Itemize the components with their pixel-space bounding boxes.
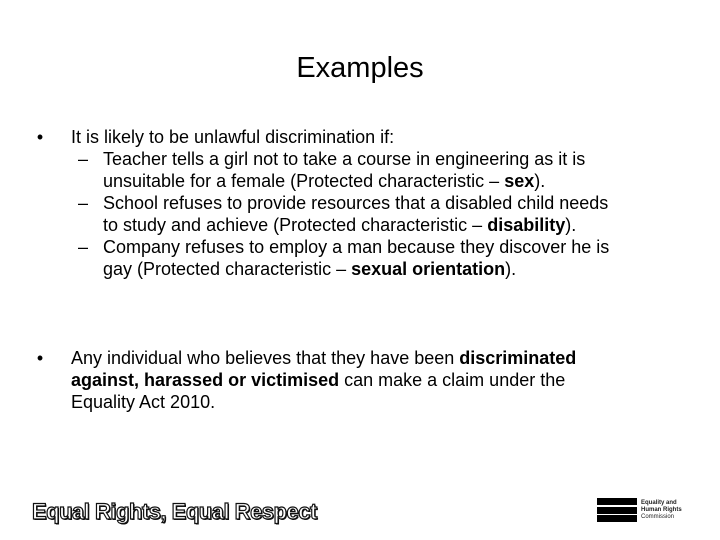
- equal-rights-logo: Equal Rights, Equal Respect: [32, 499, 317, 524]
- sub-bullet-end: ).: [565, 215, 577, 235]
- bullet-2: [30, 347, 680, 413]
- sub-bullet-end: ).: [534, 171, 546, 191]
- bullet-2-text: Any individual who believes that they have been: [71, 348, 460, 368]
- sub-bullet-line: to study and achieve (Protected characteristic –: [103, 215, 488, 235]
- protected-characteristic: sexual orientation: [351, 259, 506, 279]
- sub-bullet-sexual-orientation: [30, 236, 680, 280]
- bullet-2-bold: against, harassed or victimised: [71, 370, 340, 390]
- bullet-dot-icon: •: [36, 348, 44, 368]
- protected-characteristic: sex: [504, 171, 535, 191]
- ehrc-logo-line: Commission: [641, 513, 675, 520]
- bullet-2-text: can make a claim under the: [339, 370, 566, 390]
- sub-bullet-line: Company refuses to employ a man because they discover he is: [103, 237, 610, 257]
- bullet-2-text: Equality Act 2010.: [71, 392, 216, 412]
- sub-bullet-line: Teacher tells a girl not to take a course in engineering as it is: [103, 149, 586, 169]
- sub-bullet-sex: [30, 148, 680, 192]
- bullet-1-intro: It is likely to be unlawful discrimination if:: [71, 127, 395, 147]
- dash-icon: –: [77, 149, 88, 169]
- ehrc-logo-line: Equality and: [641, 499, 677, 506]
- ehrc-logo-text: [641, 500, 682, 521]
- protected-characteristic: disability: [487, 215, 566, 235]
- slide-title: Examples: [296, 52, 424, 84]
- sub-bullet-disability: [30, 192, 680, 236]
- sub-bullet-line: School refuses to provide resources that a disabled child needs: [103, 193, 609, 213]
- bullet-dot-icon: •: [36, 127, 44, 147]
- ehrc-logo: [597, 497, 697, 523]
- bullet-1: [30, 126, 680, 280]
- dash-icon: –: [77, 237, 88, 257]
- sub-bullet-line: unsuitable for a female (Protected characteristic –: [103, 171, 505, 191]
- ehrc-bars-icon: [597, 498, 637, 522]
- dash-icon: –: [77, 193, 88, 213]
- sub-bullet-end: ).: [505, 259, 517, 279]
- ehrc-logo-line: Human Rights: [641, 506, 682, 513]
- sub-bullet-line: gay (Protected characteristic –: [103, 259, 352, 279]
- bullet-2-bold: discriminated: [459, 348, 577, 368]
